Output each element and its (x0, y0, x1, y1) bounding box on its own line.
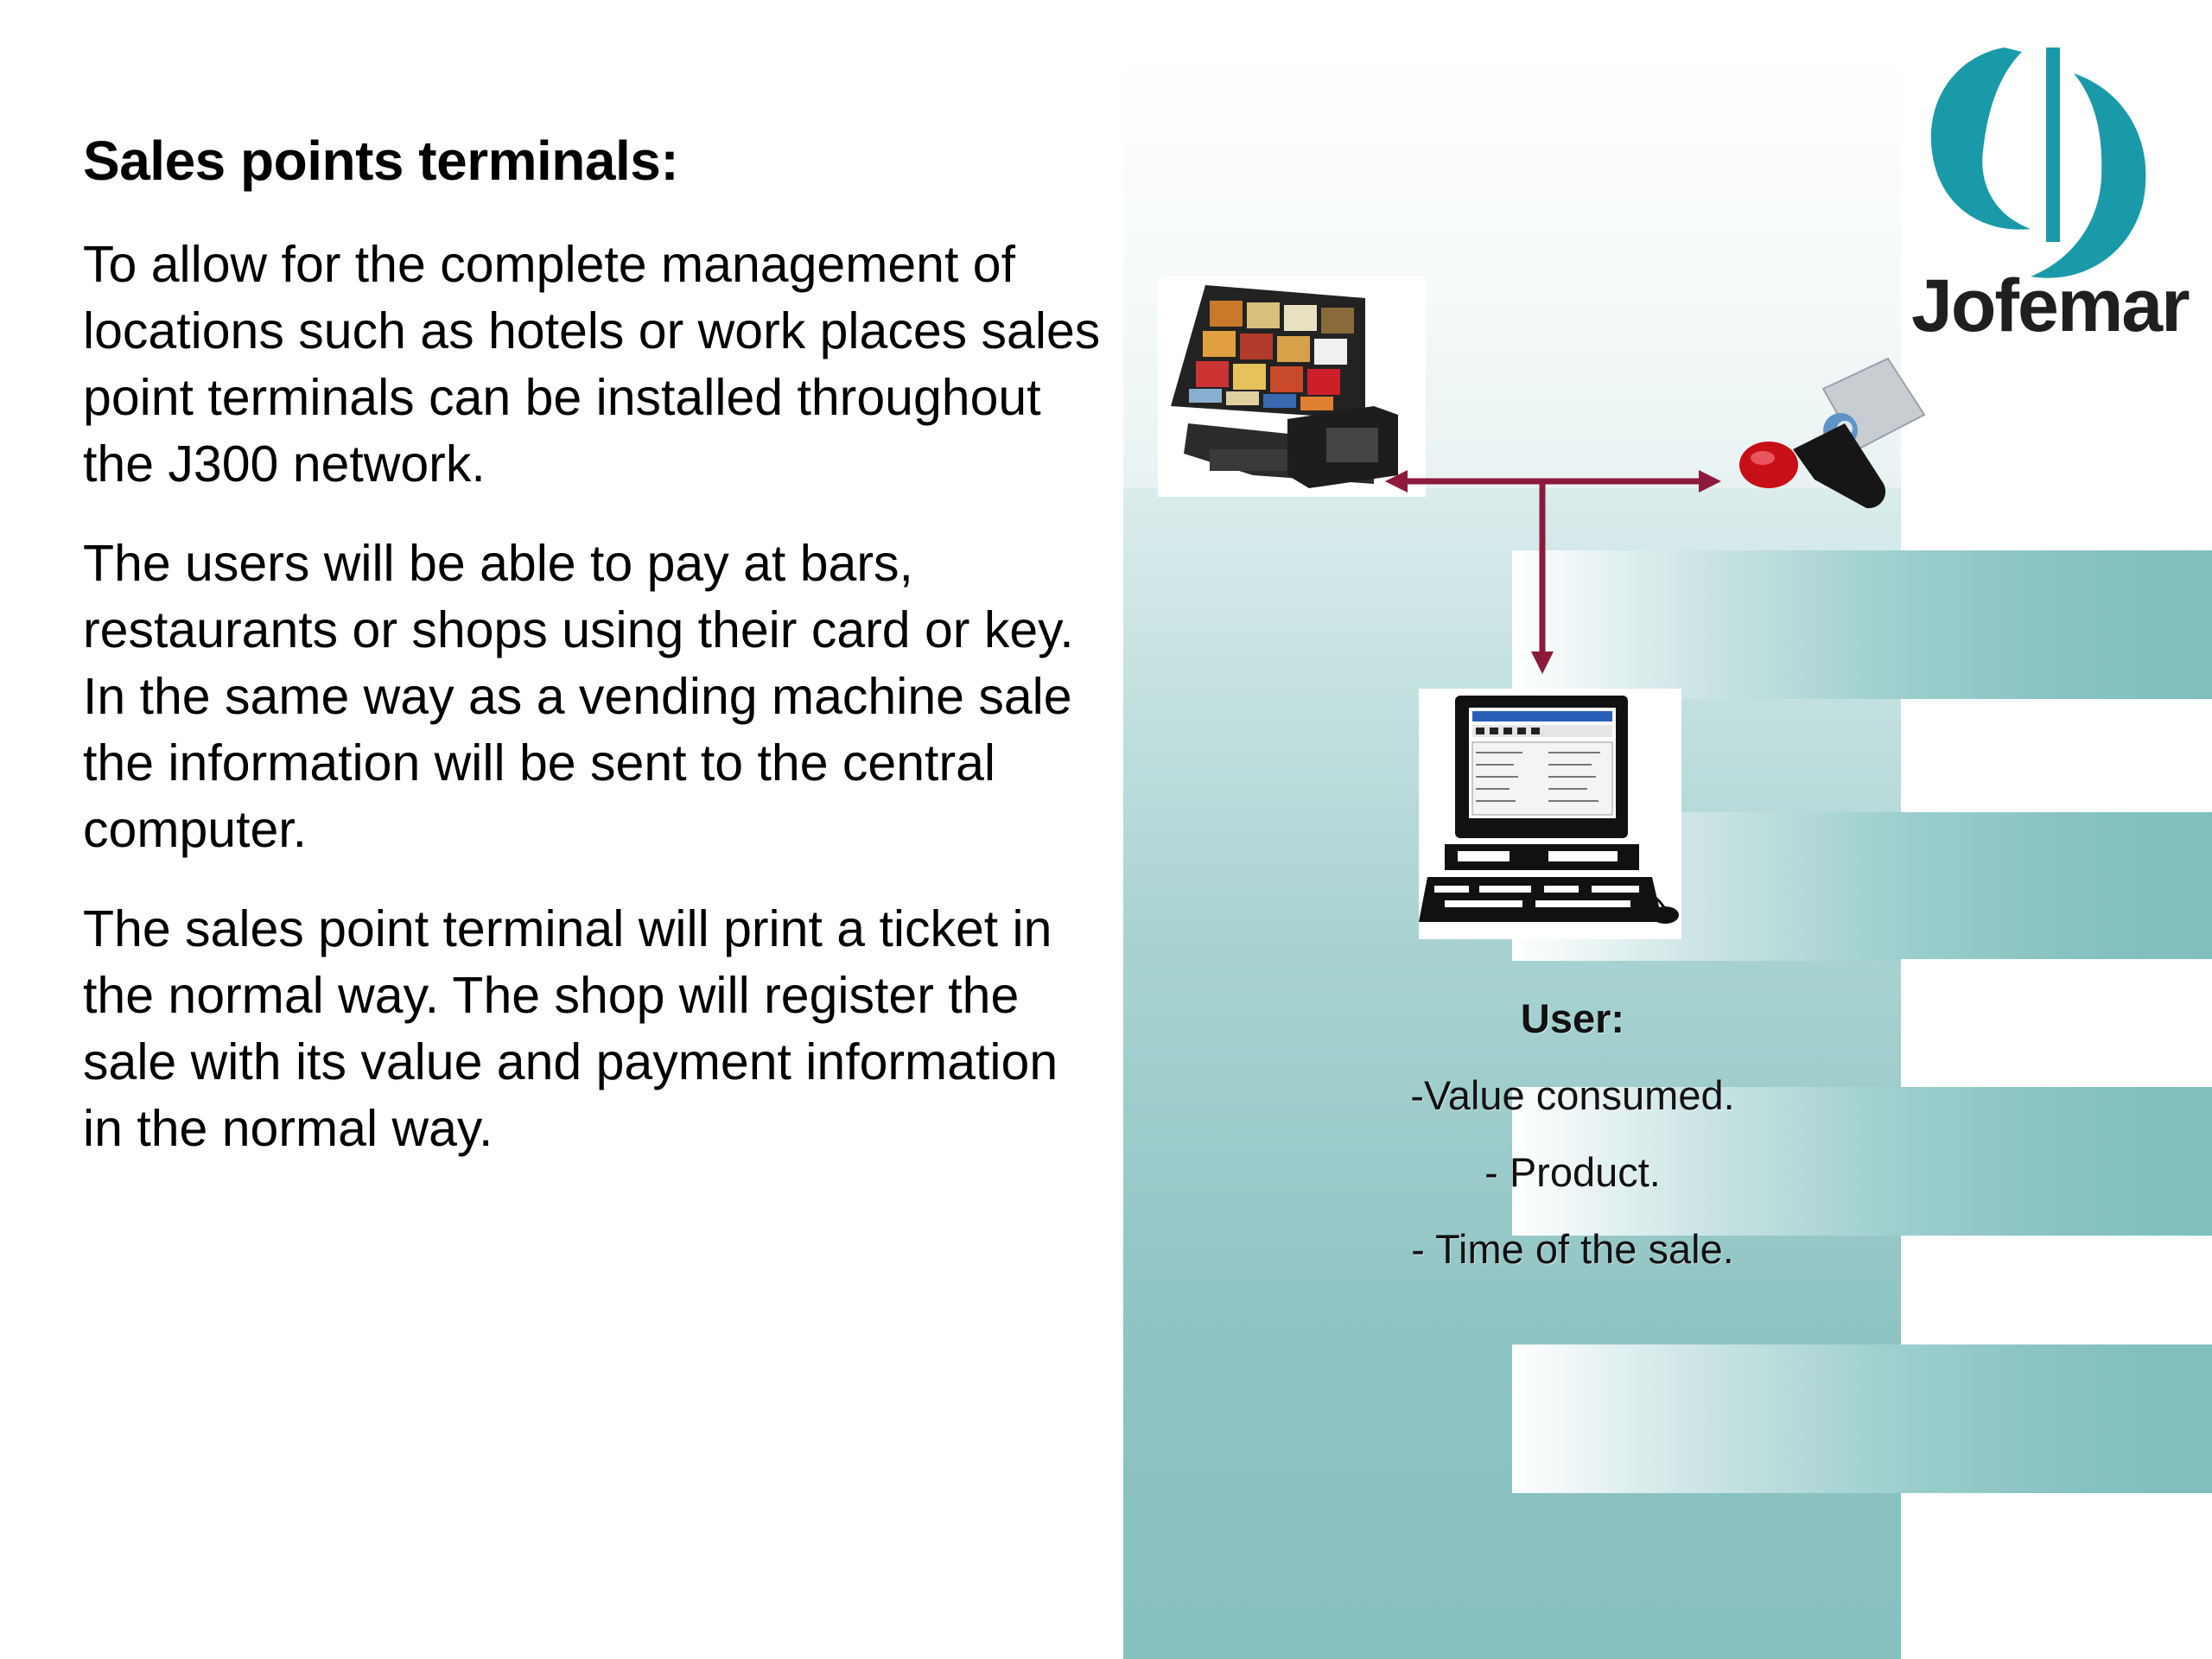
user-info-item-value: -Value consumed. (1410, 1072, 1735, 1118)
white-gap-1 (1901, 700, 2212, 812)
card-key-icon (1732, 354, 1931, 549)
paragraph-1: To allow for the complete management of locations such as hotels or work places sales point terminals can be installed throughout the J300 network. (83, 235, 1101, 493)
user-info-item-product: - Product. (1484, 1149, 1661, 1195)
text-column (83, 130, 1111, 1195)
logo-text: Jofemar (1911, 264, 2189, 347)
user-info (1348, 994, 1797, 1301)
white-gap-4 (1901, 1493, 2212, 1659)
user-info-item-time: - Time of the sale. (1411, 1226, 1734, 1272)
central-computer-icon (1419, 689, 1681, 939)
page-title: Sales points terminals: (83, 130, 679, 192)
user-info-title: User: (1520, 995, 1625, 1041)
white-gap-3 (1901, 1236, 2212, 1344)
connection-arrows (1378, 458, 1724, 683)
paragraph-2: The users will be able to pay at bars, restaurants or shops using their card or key. In the same way as a vending machine sale the information will be sent to the central computer. (83, 534, 1074, 858)
teal-band-4 (1512, 1344, 2212, 1493)
paragraph-3: The sales point terminal will print a ticket in the normal way. The shop will register the sale with its value and payment information in the normal way. (83, 899, 1058, 1157)
white-gap-2 (1901, 959, 2212, 1087)
